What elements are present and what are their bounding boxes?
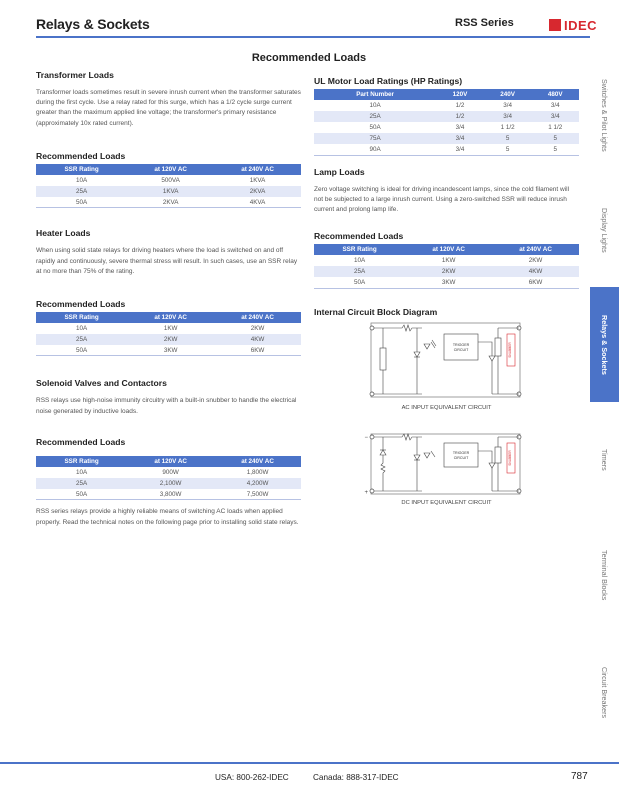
- table-cell: 2KW: [528, 257, 543, 265]
- table-row: [36, 345, 301, 356]
- lamp-rec-title: Recommended Loads: [314, 231, 404, 242]
- table-row: [36, 467, 301, 478]
- table-cell: 50A: [314, 277, 405, 288]
- table-cell: 25A: [314, 111, 436, 122]
- closing-note: RSS series relays provide a highly reliable means of switching AC loads when applied properly. Read the technical notes on the following page prior to installing solid state relays.: [36, 508, 299, 526]
- tab-label: Timers: [600, 449, 609, 471]
- tab-terminal-blocks[interactable]: [590, 520, 619, 630]
- motor-title: UL Motor Load Ratings (HP Ratings): [314, 76, 463, 86]
- table-header: 480V: [531, 89, 579, 100]
- table-cell: 4KVA: [214, 197, 301, 208]
- heater-body: When using solid state relays for driving heaters where the load is switched on and off rapidly and continuously, severe thermal stress will result. In such cases, use an SSR relay at no more than 75% of the rating.: [36, 247, 298, 275]
- table-cell: 1KW: [163, 324, 178, 332]
- table-cell: 5: [531, 144, 579, 155]
- table-cell: 3/4: [455, 124, 465, 131]
- table-row: [314, 144, 579, 155]
- table-cell: 25A: [36, 186, 127, 197]
- tab-display-lights[interactable]: [590, 175, 619, 285]
- canada-phone: Canada: 888-317-IDEC: [313, 773, 399, 782]
- tab-label: Display Lights: [600, 207, 609, 253]
- trigger-label: CIRCUIT: [453, 347, 469, 352]
- series-name: RSS Series: [455, 17, 514, 29]
- dc-circuit-diagram: [314, 433, 579, 497]
- transformer-rec-title: Recommended Loads: [36, 150, 126, 161]
- table-cell: 90A: [314, 144, 436, 155]
- snubber-label: SNUBBER: [508, 341, 512, 358]
- category-sidebar: [590, 60, 619, 760]
- ac-circuit-diagram: [314, 322, 579, 402]
- tab-label: Circuit Breakers: [600, 666, 609, 719]
- table-header: SSR Rating: [36, 312, 127, 323]
- table-cell: 25A: [36, 478, 127, 489]
- table-header: Part Number: [314, 89, 436, 100]
- table-cell: 1/2: [455, 102, 465, 109]
- table-cell: 1 1/2: [500, 124, 515, 131]
- table-cell: 3/4: [436, 133, 484, 144]
- solenoid-body: RSS relays use high-noise immunity circuitry with a built-in snubber to handle the electrical noise generated by inductive loads.: [36, 397, 297, 415]
- transformer-table: [36, 164, 301, 209]
- tab-relays-sockets[interactable]: [590, 287, 619, 402]
- table-cell: 1KVA: [127, 186, 214, 197]
- table-header: at 240V AC: [492, 244, 579, 255]
- table-cell: 6KW: [492, 277, 579, 288]
- motor-table: [314, 89, 579, 156]
- table-header: at 240V AC: [214, 312, 301, 323]
- table-cell: 2,100W: [127, 478, 214, 489]
- lamp-table: [314, 244, 579, 289]
- tab-circuit-breakers[interactable]: [590, 635, 619, 750]
- table-cell: 3/4: [503, 102, 512, 109]
- circuit-title: Internal Circuit Block Diagram: [314, 306, 438, 317]
- table-row: [314, 122, 579, 133]
- logo-text: IDEC: [564, 17, 598, 33]
- table-header: SSR Rating: [36, 456, 127, 467]
- lamp-body: Zero voltage switching is ideal for driving incandescent lamps, since the cold filament will not be subjected to a large inrush current. Using a zero-switched SSR will reduce inrush current and prolong lamp life.: [314, 185, 570, 213]
- table-header: SSR Rating: [314, 244, 405, 255]
- table-cell: 10A: [353, 257, 366, 265]
- plus-terminal-label: +: [364, 489, 368, 496]
- table-cell: 1,800W: [246, 468, 269, 476]
- page-heading: Recommended Loads: [251, 52, 367, 64]
- footer-divider: [0, 762, 619, 764]
- table-header: 240V: [484, 89, 532, 100]
- table-header: SSR Rating: [36, 164, 127, 175]
- table-cell: 1KW: [441, 257, 456, 265]
- table-cell: 7,500W: [214, 489, 301, 500]
- snubber-label: SNUBBER: [508, 449, 512, 466]
- table-cell: 3/4: [531, 111, 579, 122]
- table-cell: 3KW: [405, 277, 492, 288]
- transformer-title: Transformer Loads: [36, 70, 114, 80]
- trigger-label: CIRCUIT: [453, 455, 469, 460]
- heater-table: [36, 312, 301, 357]
- table-cell: 25A: [314, 266, 405, 277]
- tab-label: Terminal Blocks: [600, 549, 609, 601]
- table-cell: 50A: [36, 345, 127, 356]
- table-cell: 500VA: [161, 176, 180, 184]
- page-section-title: Relays & Sockets: [36, 16, 150, 32]
- tab-label: Relays & Sockets: [600, 314, 609, 375]
- table-cell: 2KW: [127, 334, 214, 345]
- table-row: [36, 197, 301, 208]
- solenoid-title: Solenoid Valves and Contactors: [36, 378, 167, 389]
- table-cell: 3,800W: [127, 489, 214, 500]
- table-header: at 120V AC: [127, 312, 214, 323]
- tab-timers[interactable]: [590, 405, 619, 515]
- table-row: [314, 277, 579, 288]
- table-cell: 75A: [314, 133, 436, 144]
- table-cell: 4KW: [214, 334, 301, 345]
- table-cell: 3/4: [436, 144, 484, 155]
- table-cell: 1KVA: [249, 176, 266, 184]
- table-row: [314, 111, 579, 122]
- heater-title: Heater Loads: [36, 228, 91, 239]
- table-cell: 3/4: [484, 111, 532, 122]
- header-divider: [36, 36, 590, 38]
- table-header: 120V: [436, 89, 484, 100]
- table-cell: 2KVA: [214, 186, 301, 197]
- solenoid-rec-title: Recommended Loads: [36, 436, 126, 447]
- lamp-title: Lamp Loads: [314, 166, 365, 177]
- table-cell: 2KW: [250, 324, 265, 332]
- tab-switches-pilot-lights[interactable]: [590, 60, 619, 170]
- table-cell: 5: [484, 144, 532, 155]
- table-cell: 4KW: [492, 266, 579, 277]
- table-row: [314, 100, 579, 111]
- table-row: [36, 175, 301, 186]
- table-header: at 120V AC: [127, 164, 214, 175]
- right-column: [314, 76, 579, 506]
- table-cell: 50A: [36, 197, 127, 208]
- idec-logo: [549, 16, 607, 34]
- table-header: at 240V AC: [214, 164, 301, 175]
- table-cell: 10A: [75, 324, 88, 332]
- table-cell: 2KVA: [127, 197, 214, 208]
- trigger-label: TRIGGER: [452, 450, 470, 455]
- table-row: [36, 334, 301, 345]
- table-row: [36, 186, 301, 197]
- table-header: at 120V AC: [127, 456, 214, 467]
- minus-terminal-label: −: [364, 434, 368, 441]
- table-row: [314, 133, 579, 144]
- usa-phone: USA: 800-262-IDEC: [215, 773, 289, 782]
- table-cell: 2KW: [405, 266, 492, 277]
- transformer-body: Transformer loads sometimes result in severe inrush current when the transformer saturates during the first cycle. Use a relay rated for this surge, which has a 1/2 cycle surge current greater than the maximum applied line voltage; the transformer's primary resistance (approximately 10x rated current).: [36, 89, 301, 127]
- table-cell: 900W: [162, 468, 179, 476]
- table-row: [314, 266, 579, 277]
- table-cell: 3KW: [127, 345, 214, 356]
- tab-label: Switches & Pilot Lights: [600, 78, 609, 152]
- trigger-label: TRIGGER: [452, 342, 470, 347]
- table-cell: 1/2: [436, 111, 484, 122]
- table-cell: 50A: [36, 489, 127, 500]
- table-cell: 5: [531, 133, 579, 144]
- table-header: at 240V AC: [214, 456, 301, 467]
- table-cell: 5: [484, 133, 532, 144]
- table-row: [36, 478, 301, 489]
- table-row: [36, 489, 301, 500]
- table-row: [314, 255, 579, 266]
- table-cell: 6KW: [214, 345, 301, 356]
- table-cell: 50A: [369, 124, 381, 131]
- table-header: at 120V AC: [405, 244, 492, 255]
- left-column: [36, 70, 301, 528]
- heater-rec-title: Recommended Loads: [36, 298, 126, 309]
- table-cell: 10A: [369, 102, 381, 109]
- table-row: [36, 323, 301, 334]
- table-cell: 25A: [36, 334, 127, 345]
- table-cell: 3/4: [550, 102, 560, 109]
- table-cell: 10A: [75, 468, 88, 476]
- ac-circuit-caption: AC INPUT EQUIVALENT CIRCUIT: [401, 404, 492, 411]
- table-cell: 4,200W: [214, 478, 301, 489]
- table-cell: 10A: [75, 176, 88, 184]
- logo-mark-icon: [549, 19, 561, 31]
- solenoid-table: [36, 456, 301, 501]
- page-number: 787: [571, 771, 588, 782]
- dc-circuit-caption: DC INPUT EQUIVALENT CIRCUIT: [401, 499, 492, 506]
- table-cell: 1 1/2: [548, 124, 563, 131]
